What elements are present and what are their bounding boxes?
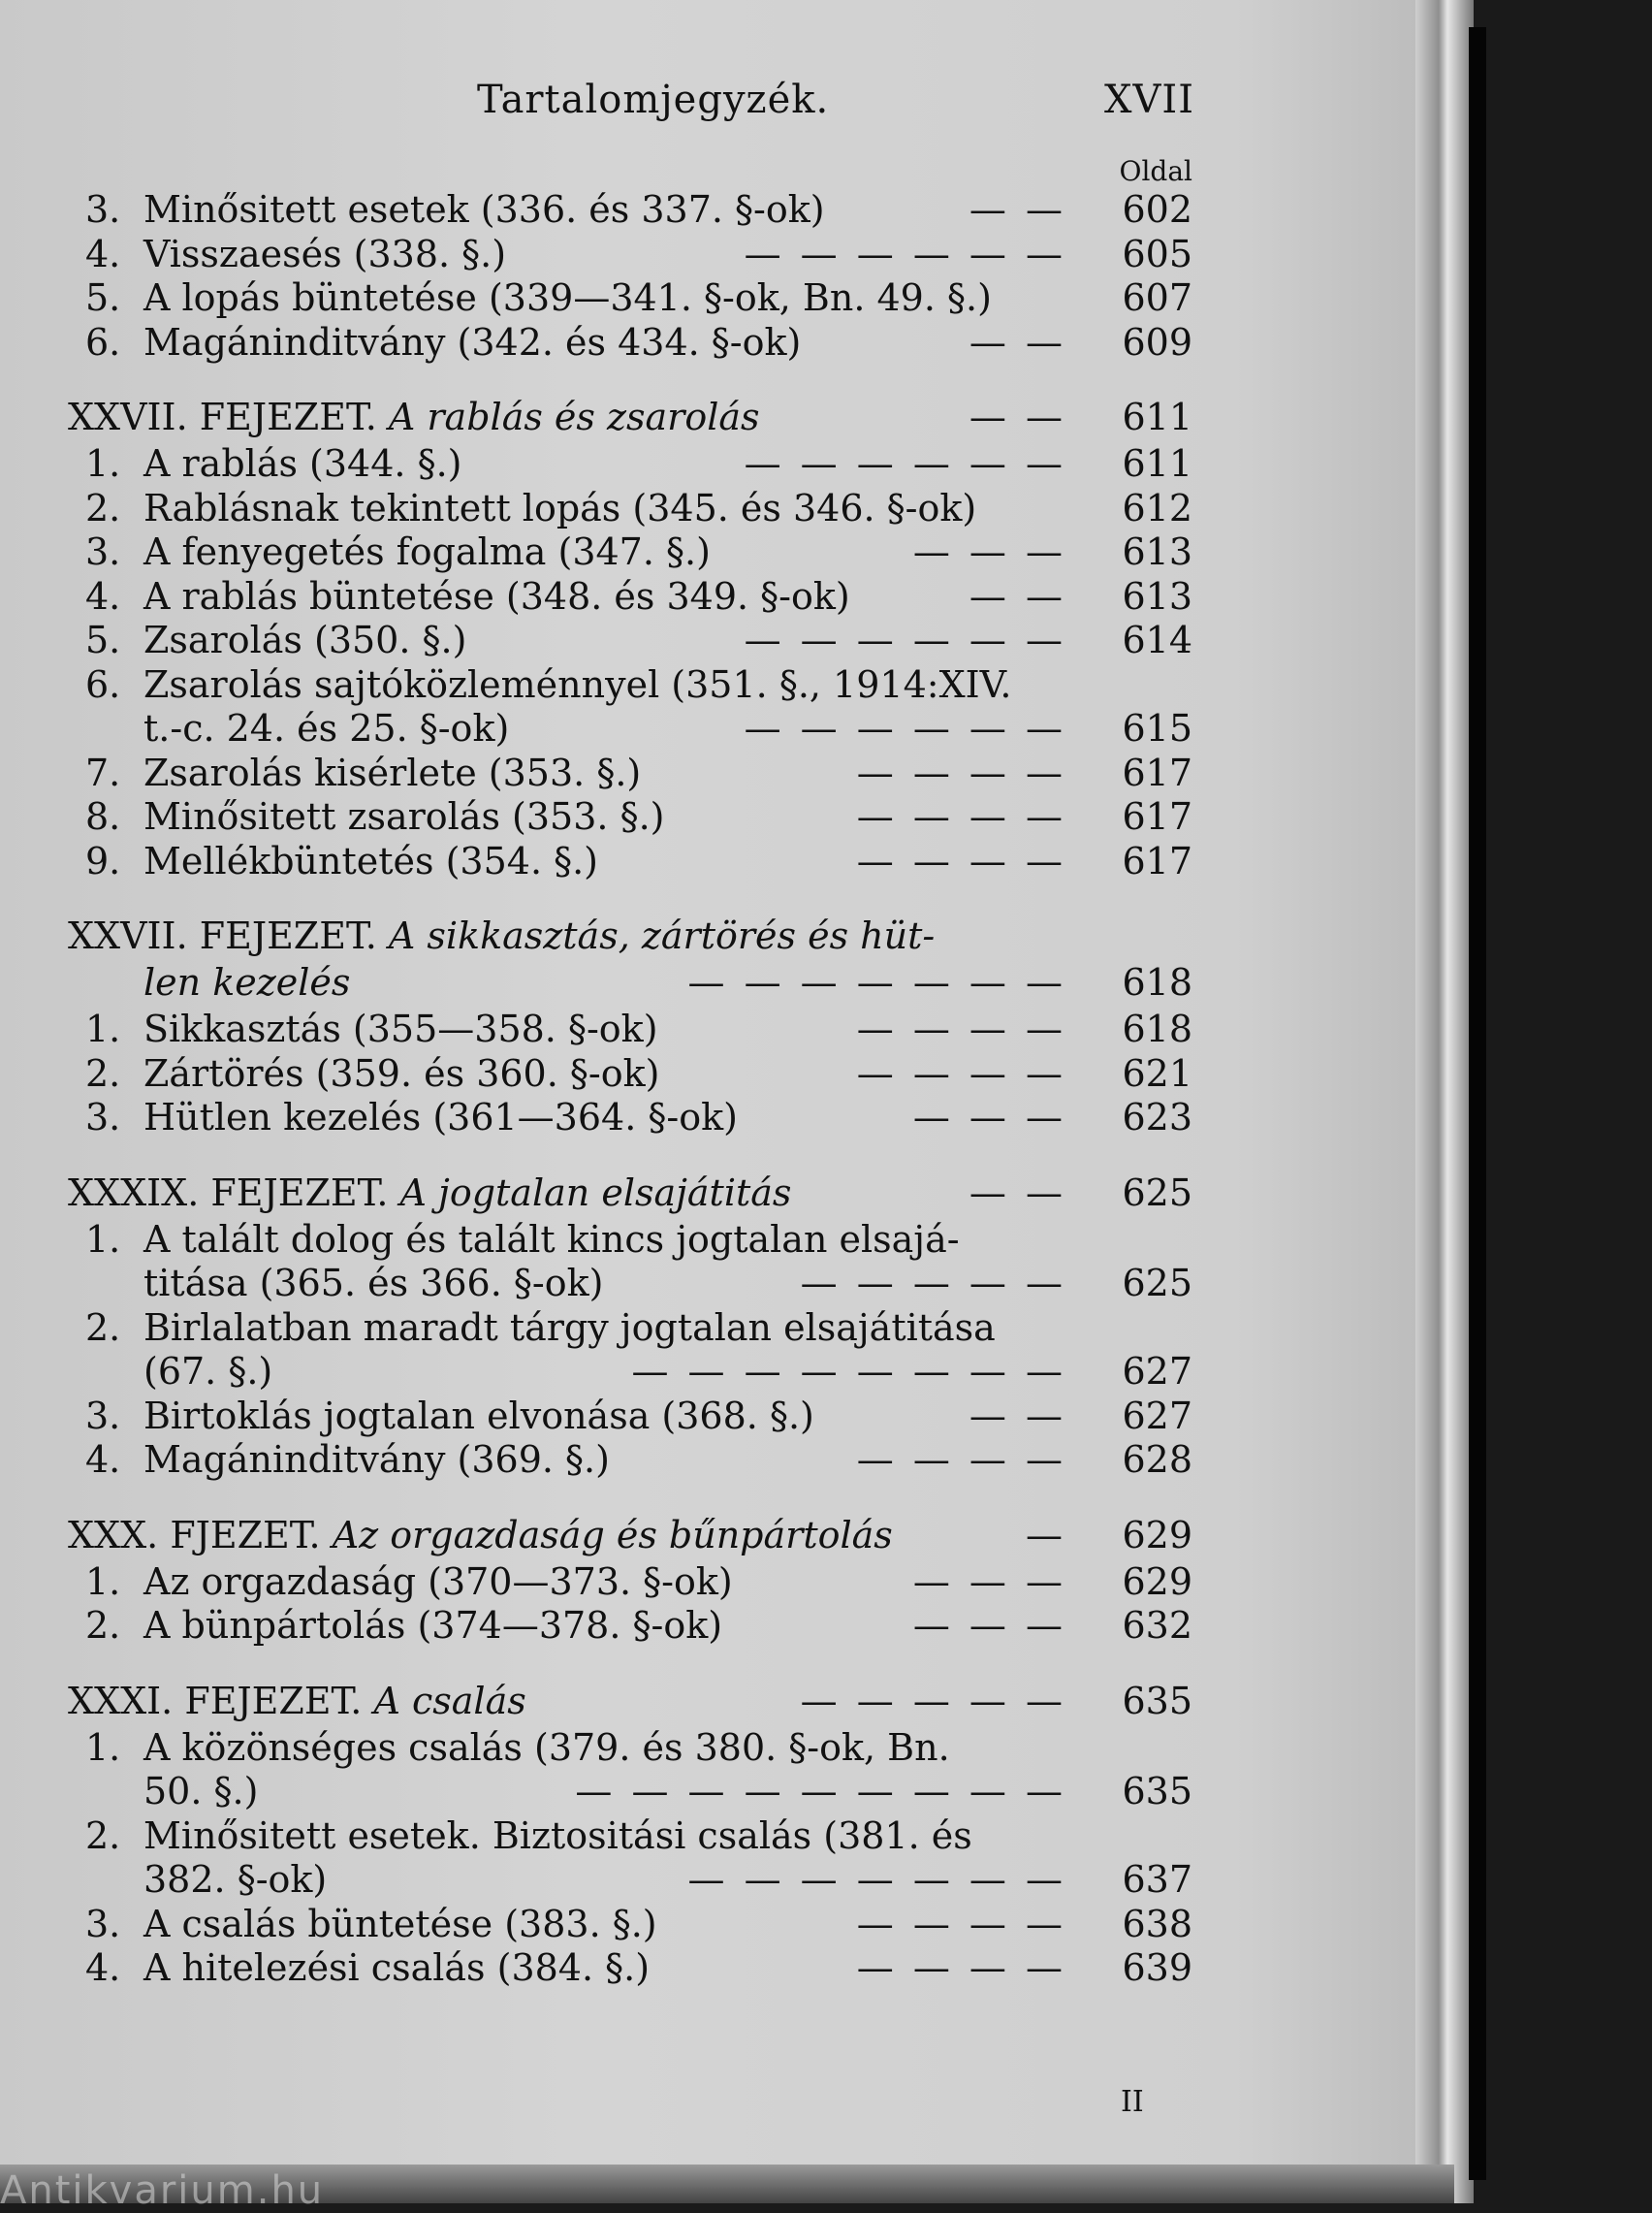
leader-dashes: — — — — — — — — — bbox=[575, 1770, 1066, 1812]
leader-dashes: — — — — bbox=[856, 795, 1066, 838]
entry-text: Minősitett esetek. Biztositási csalás (381. és bbox=[143, 1813, 972, 1857]
entry-text: Zsarolás sajtóközleménnyel (351. §., 1914:XIV. bbox=[143, 662, 1012, 706]
entry-number: 1. bbox=[85, 1559, 121, 1603]
signature-mark: II bbox=[1121, 2085, 1144, 2119]
entry-number: 7. bbox=[85, 751, 121, 794]
entry-text: 50. §.) bbox=[143, 1770, 259, 1812]
leader-dashes: — — — — — — bbox=[744, 619, 1066, 661]
page-number: 628 bbox=[1122, 1438, 1192, 1481]
entry-number: 2. bbox=[85, 1813, 121, 1857]
leader-dashes: — — — — — — — bbox=[687, 1858, 1066, 1901]
toc-entry bbox=[0, 1218, 1202, 1263]
header-page-number: XVII bbox=[1104, 78, 1194, 122]
page-number: 612 bbox=[1122, 486, 1192, 529]
chapter-title bbox=[143, 961, 350, 1004]
entry-number: 5. bbox=[85, 619, 121, 661]
page-number: 623 bbox=[1122, 1096, 1192, 1139]
chapter-name: A csalás bbox=[373, 1679, 526, 1722]
entry-text: 382. §-ok) bbox=[143, 1858, 328, 1901]
toc-entry bbox=[0, 442, 1202, 487]
toc-entry bbox=[0, 663, 1202, 708]
page-number: 635 bbox=[1122, 1770, 1192, 1812]
book-cover-edge bbox=[1469, 27, 1486, 2180]
chapter-name: Az orgazdaság és bűnpártolás bbox=[332, 1513, 893, 1556]
page-number: 627 bbox=[1122, 1350, 1192, 1393]
entry-number: 9. bbox=[85, 839, 121, 882]
leader-dashes: — — bbox=[969, 188, 1066, 231]
entry-number: 1. bbox=[85, 442, 121, 485]
page-number: 637 bbox=[1122, 1858, 1192, 1901]
toc-entry bbox=[0, 1604, 1202, 1649]
entry-text: A hitelezési csalás (384. §.) bbox=[143, 1946, 651, 1989]
toc-entry bbox=[0, 233, 1202, 277]
page-number: 629 bbox=[1122, 1513, 1192, 1556]
toc-entry bbox=[0, 1052, 1202, 1097]
page-number: 629 bbox=[1122, 1559, 1192, 1603]
leader-dashes: — — — — — — — bbox=[687, 961, 1066, 1004]
page-number: 632 bbox=[1122, 1604, 1192, 1647]
entry-text: Hütlen kezelés (361—364. §-ok) bbox=[143, 1096, 738, 1139]
leader-dashes: — — bbox=[969, 574, 1066, 618]
leader-dashes: — — — bbox=[912, 530, 1066, 573]
page-number: 602 bbox=[1122, 188, 1192, 231]
entry-text: Zsarolás (350. §.) bbox=[143, 619, 467, 661]
toc-entry bbox=[0, 619, 1202, 663]
chapter-title bbox=[68, 1171, 791, 1214]
toc-entry bbox=[0, 530, 1202, 575]
page-number: 615 bbox=[1122, 707, 1192, 750]
page-number: 617 bbox=[1122, 839, 1192, 882]
chapter-title bbox=[68, 396, 760, 438]
entry-text: Magáninditvány (369. §.) bbox=[143, 1438, 610, 1481]
chapter-title bbox=[68, 914, 935, 957]
entry-number: 3. bbox=[85, 530, 121, 573]
chapter-name: A sikkasztás, zártörés és hüt- bbox=[388, 914, 936, 957]
page-number: 638 bbox=[1122, 1902, 1192, 1945]
leader-dashes: — bbox=[1026, 1513, 1066, 1556]
entry-text: titása (365. és 366. §-ok) bbox=[143, 1262, 604, 1304]
leader-dashes: — — — — — — bbox=[744, 442, 1066, 485]
page-column-label: Oldal bbox=[1119, 155, 1192, 187]
chapter-number: XXVII. FEJEZET. bbox=[68, 914, 389, 957]
page-number: 627 bbox=[1122, 1394, 1192, 1437]
chapter-number: XXVII. FEJEZET. bbox=[68, 396, 389, 438]
page-number: 621 bbox=[1122, 1051, 1192, 1095]
entry-text: Zártörés (359. és 360. §-ok) bbox=[143, 1051, 660, 1095]
page-number: 625 bbox=[1122, 1262, 1192, 1304]
section-gap bbox=[0, 883, 1202, 914]
toc-entry bbox=[0, 575, 1202, 620]
entry-number: 4. bbox=[85, 1946, 121, 1989]
page-number: 607 bbox=[1122, 276, 1192, 319]
leader-dashes: — — — — — bbox=[800, 1679, 1066, 1722]
toc-entry bbox=[0, 276, 1202, 321]
chapter-name: A jogtalan elsajátitás bbox=[399, 1171, 792, 1214]
leader-dashes: — — — — — bbox=[800, 1262, 1066, 1304]
entry-number: 1. bbox=[85, 1217, 121, 1261]
page-edge bbox=[1415, 0, 1474, 2203]
leader-dashes: — — bbox=[969, 1171, 1066, 1214]
page-number: 609 bbox=[1122, 320, 1192, 364]
entry-number: 1. bbox=[85, 1008, 121, 1050]
toc-entry bbox=[0, 1096, 1202, 1140]
toc-entry bbox=[0, 1770, 1202, 1814]
leader-dashes: — — — bbox=[912, 1559, 1066, 1603]
entry-text: A csalás büntetése (383. §.) bbox=[143, 1902, 657, 1945]
page-number: 613 bbox=[1122, 530, 1192, 573]
toc-entry bbox=[0, 1814, 1202, 1859]
toc-entry bbox=[0, 188, 1202, 233]
watermark: Antikvarium.hu bbox=[0, 2168, 325, 2213]
leader-dashes: — — bbox=[969, 1394, 1066, 1437]
toc-entry bbox=[0, 1306, 1202, 1351]
chapter-name: A rablás és zsarolás bbox=[388, 396, 760, 438]
chapter-number: XXXI. FEJEZET. bbox=[68, 1679, 374, 1722]
chapter-name: len kezelés bbox=[143, 961, 351, 1004]
section-gap bbox=[0, 365, 1202, 396]
page-number: 639 bbox=[1122, 1946, 1192, 1989]
header-title: Tartalomjegyzék. bbox=[477, 78, 830, 122]
entry-text: Birlalatban maradt tárgy jogtalan elsajátitása bbox=[143, 1305, 996, 1349]
toc-entry bbox=[0, 1438, 1202, 1483]
entry-text: Az orgazdaság (370—373. §-ok) bbox=[143, 1559, 733, 1603]
chapter-heading bbox=[0, 1171, 1202, 1218]
entry-text: (67. §.) bbox=[143, 1350, 273, 1393]
entry-text: Zsarolás kisérlete (353. §.) bbox=[143, 751, 642, 794]
page-number: 635 bbox=[1122, 1679, 1192, 1722]
entry-number: 6. bbox=[85, 320, 121, 364]
entry-number: 3. bbox=[85, 1394, 121, 1437]
leader-dashes: — — bbox=[969, 320, 1066, 364]
chapter-heading bbox=[0, 914, 1202, 961]
chapter-heading bbox=[0, 396, 1202, 442]
entry-number: 1. bbox=[85, 1725, 121, 1769]
leader-dashes: — — — — bbox=[856, 1902, 1066, 1945]
leader-dashes: — — — — bbox=[856, 1946, 1066, 1989]
entry-text: A rablás (344. §.) bbox=[143, 442, 462, 485]
entry-text: A bünpártolás (374—378. §-ok) bbox=[143, 1604, 723, 1647]
entry-text: t.-c. 24. és 25. §-ok) bbox=[143, 707, 510, 750]
running-header bbox=[477, 78, 1194, 136]
chapter-heading bbox=[0, 1680, 1202, 1726]
leader-dashes: — — — — bbox=[856, 1051, 1066, 1095]
page-number: 617 bbox=[1122, 795, 1192, 838]
toc-entry bbox=[0, 840, 1202, 884]
toc-entry bbox=[0, 1350, 1202, 1395]
entry-text: Minősitett esetek (336. és 337. §-ok) bbox=[143, 188, 825, 231]
entry-number: 2. bbox=[85, 1305, 121, 1349]
entry-number: 4. bbox=[85, 1438, 121, 1481]
leader-dashes: — — — — — — — — bbox=[631, 1350, 1066, 1393]
entry-number: 8. bbox=[85, 795, 121, 838]
entry-number: 6. bbox=[85, 662, 121, 706]
page-number: 625 bbox=[1122, 1171, 1192, 1214]
entry-text: A talált dolog és talált kincs jogtalan elsajá- bbox=[143, 1217, 960, 1261]
entry-number: 3. bbox=[85, 1902, 121, 1945]
entry-number: 4. bbox=[85, 232, 121, 275]
section-gap bbox=[0, 1649, 1202, 1680]
toc-entry bbox=[0, 1903, 1202, 1947]
entry-number: 4. bbox=[85, 574, 121, 618]
leader-dashes: — — — — — — bbox=[744, 232, 1066, 275]
entry-text: Visszaesés (338. §.) bbox=[143, 232, 507, 275]
section-gap bbox=[0, 1483, 1202, 1514]
entry-number: 5. bbox=[85, 276, 121, 319]
toc-entry bbox=[0, 1262, 1202, 1306]
page-number: 611 bbox=[1122, 442, 1192, 485]
entry-text: A rablás büntetése (348. és 349. §-ok) bbox=[143, 574, 850, 618]
toc-entry bbox=[0, 1858, 1202, 1903]
page-number: 611 bbox=[1122, 396, 1192, 438]
entry-text: A fenyegetés fogalma (347. §.) bbox=[143, 530, 711, 573]
leader-dashes: — — — — bbox=[856, 1008, 1066, 1050]
page-number: 617 bbox=[1122, 751, 1192, 794]
toc-entry bbox=[0, 1395, 1202, 1439]
entry-number: 2. bbox=[85, 1051, 121, 1095]
chapter-number: XXX. FJEZET. bbox=[68, 1513, 333, 1556]
entry-text: Minősitett zsarolás (353. §.) bbox=[143, 795, 665, 838]
toc-entry bbox=[0, 487, 1202, 531]
leader-dashes: — — — bbox=[912, 1604, 1066, 1647]
chapter-number: XXXIX. FEJEZET. bbox=[68, 1171, 400, 1214]
page-number: 618 bbox=[1122, 961, 1192, 1004]
leader-dashes: — — — — bbox=[856, 839, 1066, 882]
page-number: 614 bbox=[1122, 619, 1192, 661]
chapter-heading bbox=[0, 961, 1202, 1008]
toc-entry bbox=[0, 321, 1202, 366]
entry-text: Rablásnak tekintett lopás (345. és 346. §-ok) bbox=[143, 486, 977, 529]
toc-entry bbox=[0, 1008, 1202, 1052]
toc-entry bbox=[0, 1560, 1202, 1605]
entry-number: 3. bbox=[85, 188, 121, 231]
toc-entry bbox=[0, 1946, 1202, 1991]
leader-dashes: — — — — bbox=[856, 751, 1066, 794]
entry-text: Mellékbüntetés (354. §.) bbox=[143, 839, 599, 882]
entry-text: Birtoklás jogtalan elvonása (368. §.) bbox=[143, 1394, 814, 1437]
section-gap bbox=[0, 1140, 1202, 1171]
leader-dashes: — — — — bbox=[856, 1438, 1066, 1481]
entry-number: 2. bbox=[85, 1604, 121, 1647]
entry-number: 2. bbox=[85, 486, 121, 529]
chapter-title bbox=[68, 1680, 526, 1722]
toc-entry bbox=[0, 1726, 1202, 1771]
entry-text: A lopás büntetése (339—341. §-ok, Bn. 49. §.) bbox=[143, 276, 992, 319]
entry-text: Magáninditvány (342. és 434. §-ok) bbox=[143, 320, 802, 364]
entry-text: Sikkasztás (355—358. §-ok) bbox=[143, 1008, 658, 1050]
page-number: 613 bbox=[1122, 574, 1192, 618]
toc-entry bbox=[0, 752, 1202, 796]
entry-text: A közönséges csalás (379. és 380. §-ok, Bn. bbox=[143, 1725, 950, 1769]
toc-entry bbox=[0, 795, 1202, 840]
entry-number: 3. bbox=[85, 1096, 121, 1139]
chapter-title bbox=[68, 1514, 893, 1556]
toc-entry bbox=[0, 707, 1202, 752]
chapter-heading bbox=[0, 1514, 1202, 1560]
table-of-contents bbox=[0, 188, 1202, 1991]
leader-dashes: — — — bbox=[912, 1096, 1066, 1139]
page-number: 605 bbox=[1122, 232, 1192, 275]
leader-dashes: — — — — — — bbox=[744, 707, 1066, 750]
page-number: 618 bbox=[1122, 1008, 1192, 1050]
leader-dashes: — — bbox=[969, 396, 1066, 438]
